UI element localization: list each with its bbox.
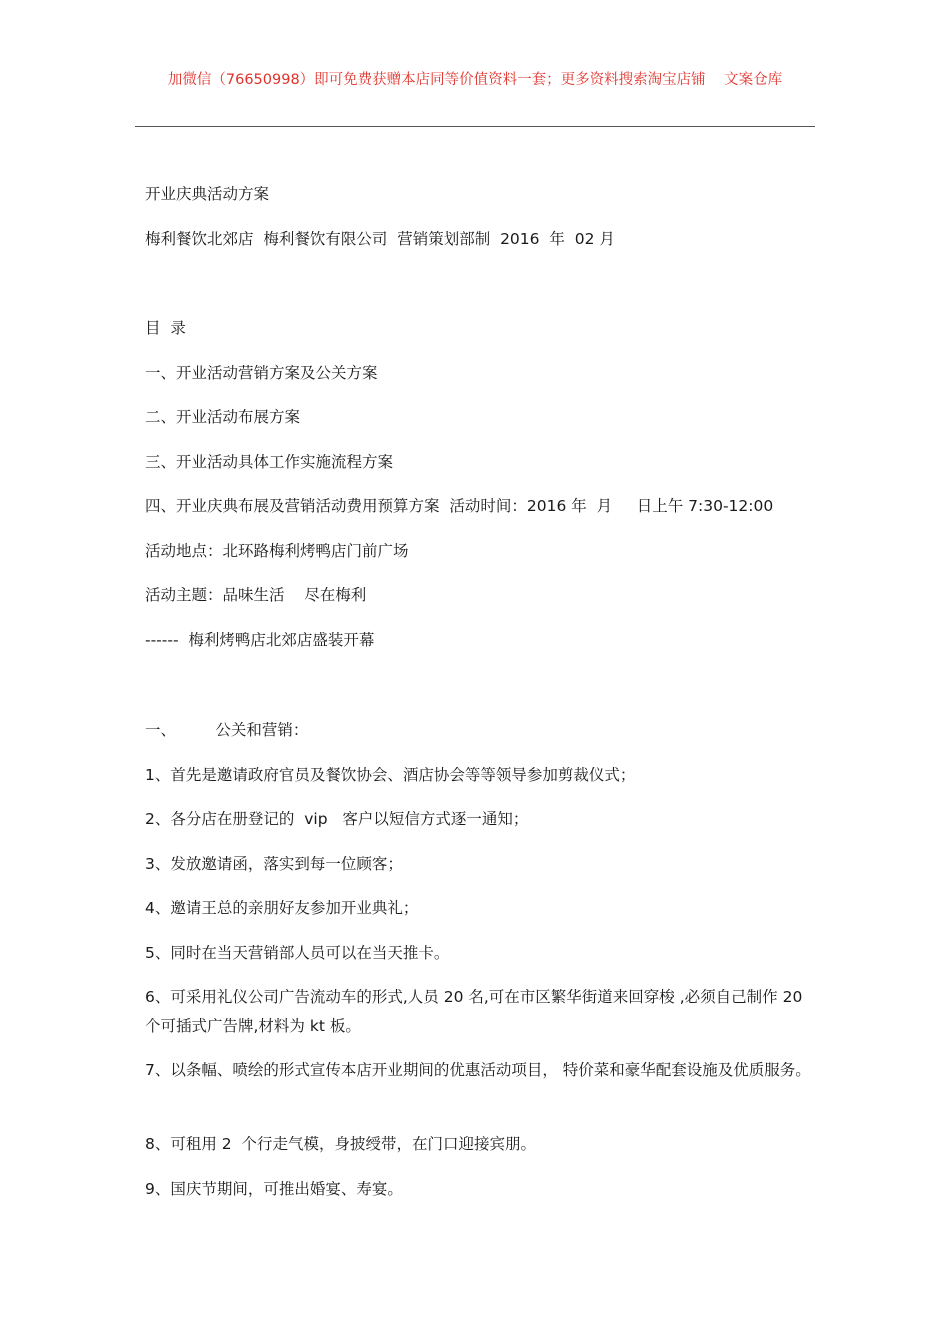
section-heading: 一、 公关和营销： [145, 721, 309, 739]
toc-item: 四、开业庆典布展及营销活动费用预算方案 活动时间：2016 年 月 日上午 7:30-12:00 [145, 497, 774, 515]
list-item: 4、邀请王总的亲朋好友参加开业典礼； [145, 899, 419, 917]
promo-header: 加微信（76650998）即可免费获赠本店同等价值资料一套；更多资料搜索淘宝店铺 文案仓库 [167, 72, 783, 88]
list-item: 5、同时在当天营销部人员可以在当天推卡。 [145, 944, 450, 962]
list-item: 7、以条幅、喷绘的形式宣传本店开业期间的优惠活动项目， 特价菜和豪华配套设施及优质服务。 [145, 1061, 811, 1079]
toc-heading: 目 录 [145, 319, 186, 337]
toc-item: 三、开业活动具体工作实施流程方案 [145, 453, 394, 471]
list-item: 8、可租用 2 个行走气模，身披绶带，在门口迎接宾朋。 [145, 1135, 537, 1153]
event-theme: 活动主题：品味生活 尽在梅利 [145, 586, 367, 604]
header-divider [135, 126, 815, 127]
document-title: 开业庆典活动方案 [145, 185, 270, 203]
toc-item: 一、开业活动营销方案及公关方案 [145, 364, 378, 382]
list-item: 2、各分店在册登记的 vip 客户以短信方式逐一通知； [145, 810, 529, 828]
toc-item: 二、开业活动布展方案 [145, 408, 301, 426]
list-item: 6、可采用礼仪公司广告流动车的形式,人员 20 名,可在市区繁华街道来回穿梭 ,必须自己制作 20 个可插式广告牌,材料为 kt 板。 [145, 988, 803, 1035]
event-tagline: ------ 梅利烤鸭店北郊店盛装开幕 [145, 631, 375, 649]
list-item: 9、国庆节期间，可推出婚宴、寿宴。 [145, 1180, 403, 1198]
document-subtitle: 梅利餐饮北郊店 梅利餐饮有限公司 营销策划部制 2016 年 02 月 [145, 230, 615, 248]
event-location: 活动地点：北环路梅利烤鸭店门前广场 [145, 542, 409, 560]
list-item: 1、首先是邀请政府官员及餐饮协会、酒店协会等等领导参加剪裁仪式； [145, 766, 636, 784]
list-item: 3、发放邀请函，落实到每一位顾客； [145, 855, 403, 873]
